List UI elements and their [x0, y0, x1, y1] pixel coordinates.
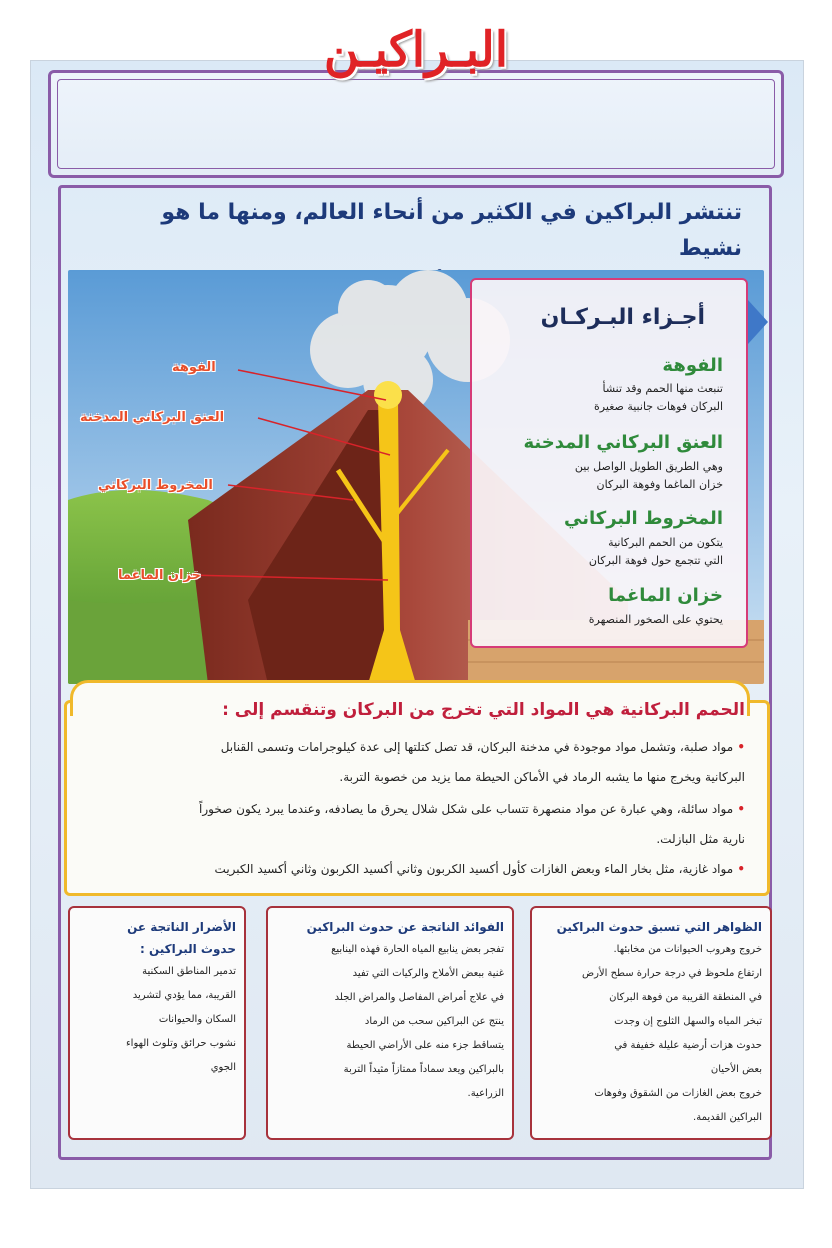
page-title: البـراكيـن [323, 22, 509, 78]
ejecta-gas-line-1: مواد غازية، مثل بخار الماء وبعض الغازات كأول أكسيد الكربون وثاني أكسيد الكربون وثاني أكسيد الكبريت [214, 862, 734, 876]
part-crater-desc-2: البركان فوهات جانبية صغيرة [594, 400, 723, 413]
list-item: خروج وهروب الحيوانات من مخابئها. [613, 944, 762, 955]
ejecta-solid-line-1: مواد صلبة، وتشمل مواد موجودة في مدخنة البركان، قد تصل كتلتها إلى عدة كيلوجرامات وتسمى القنابل [220, 740, 734, 754]
list-item: في علاج أمراض المفاصل والمراض الجلد [334, 992, 504, 1003]
part-vent-name: العنق البركاني المدخنة [523, 432, 723, 453]
list-item: غنية ببعض الأملاح والركيات التي تفيد [352, 968, 504, 979]
benefits-title: الفوائد الناتجة عن حدوث البراكين [306, 920, 504, 934]
list-item: الزراعية. [467, 1088, 504, 1099]
title-banner [48, 70, 784, 178]
damages-title-2: حدوث البراكين : [139, 942, 236, 956]
bullet-dot-icon: • [733, 802, 745, 816]
diagram-label-magma: خزان الماغما [118, 568, 201, 583]
part-cone-desc-2: التي تتجمع حول فوهة البركان [588, 554, 723, 567]
list-item: يتساقط جزء منه على الأراضي الحيطة [346, 1040, 504, 1051]
benefits-column [266, 906, 514, 1140]
list-item: ارتفاع ملحوظ في درجة حرارة سطح الأرض [582, 968, 762, 979]
part-cone-name: المخروط البركاني [564, 508, 723, 529]
list-item: تبخر المياه والسهل الثلوج إن وجدت [614, 1016, 762, 1027]
list-item: السكان والحيوانات [158, 1014, 236, 1025]
part-magma-name: خزان الماغما [608, 585, 723, 606]
part-cone-desc-1: يتكون من الحمم البركانية [608, 536, 723, 549]
part-magma-desc: يحتوي على الصخور المنصهرة [588, 613, 723, 626]
diagram-label-cone: المخروط البركاني [98, 478, 213, 493]
list-item: القريبة، مما يؤدي لتشريد [132, 990, 236, 1001]
list-item: ينتج عن البراكين سحب من الرماد [364, 1016, 504, 1027]
ejecta-liquid-line-2: نارية مثل البازلت. [656, 832, 745, 846]
list-item: تفجر بعض ينابيع المياه الحارة فهذه الينابيع [331, 944, 504, 955]
parts-title: أجـزاء البـركـان [540, 305, 705, 330]
ejecta-bullet-solid [80, 732, 745, 792]
list-item: البراكين القديمة. [693, 1112, 762, 1123]
damages-column [68, 906, 246, 1140]
part-crater-desc [478, 380, 723, 416]
diagram-label-vent: العنق البركاني المدخنة [80, 410, 225, 425]
part-vent-desc-2: خزان الماغما وفوهة البركان [596, 478, 723, 491]
diagram-label-crater: الفوهة [172, 360, 216, 375]
list-item: حدوث هزات أرضية عليلة خفيفة في [614, 1040, 762, 1051]
part-vent-desc [478, 458, 723, 494]
part-crater-name: الفوهة [662, 355, 723, 376]
part-vent-desc-1: وهي الطريق الطويل الواصل بين [574, 460, 723, 473]
list-item: بعض الأحيان [710, 1064, 762, 1075]
bullet-dot-icon: • [733, 862, 745, 876]
bullet-dot-icon: • [733, 740, 745, 754]
ejecta-liquid-line-1: مواد سائلة، وهي عبارة عن مواد منصهرة تتساب على شكل شلال يحرق ما يصادفه، وعندما يبرد يكون صخوراً [199, 802, 734, 816]
list-item: نشوب حرائق وتلوث الهواء [125, 1038, 236, 1049]
ejecta-solid-line-2: البركانية ويخرج منها ما يشبه الرماد في الأماكن الحيطة مما يزيد من خصوبة التربة. [339, 770, 745, 784]
list-item: بالبراكين ويعد سماداً ممتازاً مثيداً التربة [343, 1064, 504, 1075]
list-item: تدمير المناطق السكنية [142, 966, 236, 977]
part-crater-desc-1: تنبعث منها الحمم وقد تنشأ [602, 382, 723, 395]
list-item: الجوي [210, 1062, 236, 1073]
damages-title: الأضرار الناتجة عن [127, 920, 236, 934]
list-item: خروج بعض الغازات من الشقوق وفوهات [594, 1088, 762, 1099]
intro-line-1: تنتشر البراكين في الكثير من أنحاء العالم، ومنها ما هو نشيط [161, 200, 742, 261]
ejecta-title: الحمم البركانية هي المواد التي تخرج من البركان وتنقسم إلى : [222, 700, 745, 720]
ejecta-bullet-gas [80, 854, 745, 884]
ejecta-bullet-liquid [80, 794, 745, 854]
part-cone-desc [478, 534, 723, 570]
precursors-column [530, 906, 772, 1140]
precursors-title: الظواهر التي تسبق حدوث البراكين [556, 920, 762, 934]
list-item: في المنطقة القريبة من فوهة البركان [609, 992, 762, 1003]
